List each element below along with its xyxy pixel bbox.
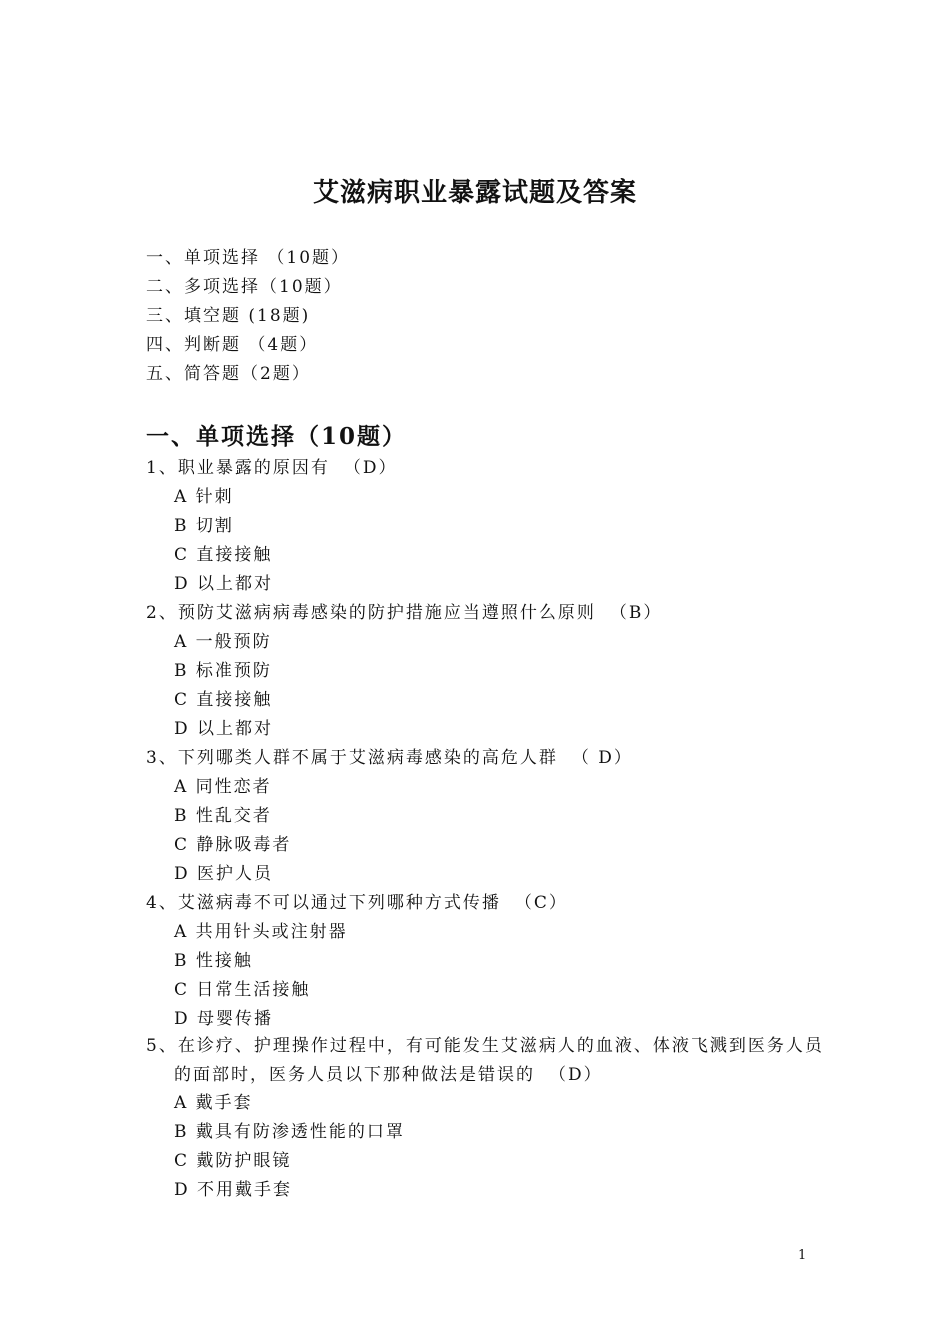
- option-item: B 性乱交者: [174, 806, 272, 826]
- option-item: B 标准预防: [174, 661, 272, 681]
- question-list: [146, 456, 826, 1207]
- option-item: A 戴手套: [174, 1093, 253, 1113]
- option-item: D 不用戴手套: [174, 1180, 293, 1200]
- question-item: [146, 746, 826, 891]
- question-item: [146, 891, 826, 1036]
- option-item: A 针刺: [174, 487, 234, 507]
- document-title: 艾滋病职业暴露试题及答案: [312, 178, 637, 208]
- question-item: [146, 456, 826, 601]
- option-item: B 切割: [174, 516, 234, 536]
- question-answer: （D）: [549, 1065, 603, 1085]
- toc-item: 三、填空题 (18题): [146, 306, 311, 326]
- option-item: D 以上都对: [174, 574, 274, 594]
- question-stem: 3、下列哪类人群不属于艾滋病毒感染的高危人群: [146, 748, 558, 768]
- option-item: C 直接接触: [174, 690, 273, 710]
- question-stem: 2、预防艾滋病病毒感染的防护措施应当遵照什么原则: [146, 603, 596, 623]
- toc-item: 五、简答题（2题）: [146, 364, 311, 384]
- question-text: [146, 601, 826, 630]
- option-item: D 医护人员: [174, 864, 274, 884]
- option-item: A 一般预防: [174, 632, 272, 652]
- page-number: 1: [798, 1248, 807, 1263]
- question-stem: 1、职业暴露的原因有: [146, 458, 330, 478]
- question-text: [146, 1032, 826, 1090]
- option-item: C 戴防护眼镜: [174, 1151, 292, 1171]
- question-text: [146, 456, 826, 485]
- option-item: A 共用针头或注射器: [174, 922, 348, 942]
- question-answer: （D）: [343, 458, 398, 478]
- question-stem: 5、在诊疗、护理操作过程中，有可能发生艾滋病人的血液、体液飞溅到医务人员的面部时，医务人员以下那种做法是错误的: [146, 1036, 824, 1085]
- question-item: [146, 1032, 826, 1207]
- question-item: [146, 601, 826, 746]
- question-stem: 4、艾滋病毒不可以通过下列哪种方式传播: [146, 893, 501, 913]
- section-heading: 一、单项选择（10题）: [146, 423, 408, 450]
- option-item: C 直接接触: [174, 545, 273, 565]
- option-item: D 以上都对: [174, 719, 274, 739]
- question-answer: （ D）: [571, 748, 633, 768]
- question-text: [146, 891, 826, 920]
- toc-item: 二、多项选择（10题）: [146, 277, 343, 297]
- option-item: C 日常生活接触: [174, 980, 311, 1000]
- toc-item: 一、单项选择 （10题）: [146, 248, 351, 268]
- option-item: B 性接触: [174, 951, 253, 971]
- option-item: B 戴具有防渗透性能的口罩: [174, 1122, 405, 1142]
- toc-item: 四、判断题 （4题）: [146, 335, 319, 355]
- question-text: [146, 746, 826, 775]
- option-item: C 静脉吸毒者: [174, 835, 292, 855]
- question-answer: （C）: [514, 893, 568, 913]
- table-of-contents: [146, 246, 350, 391]
- option-item: A 同性恋者: [174, 777, 272, 797]
- question-answer: （B）: [609, 603, 663, 623]
- option-item: D 母婴传播: [174, 1009, 274, 1029]
